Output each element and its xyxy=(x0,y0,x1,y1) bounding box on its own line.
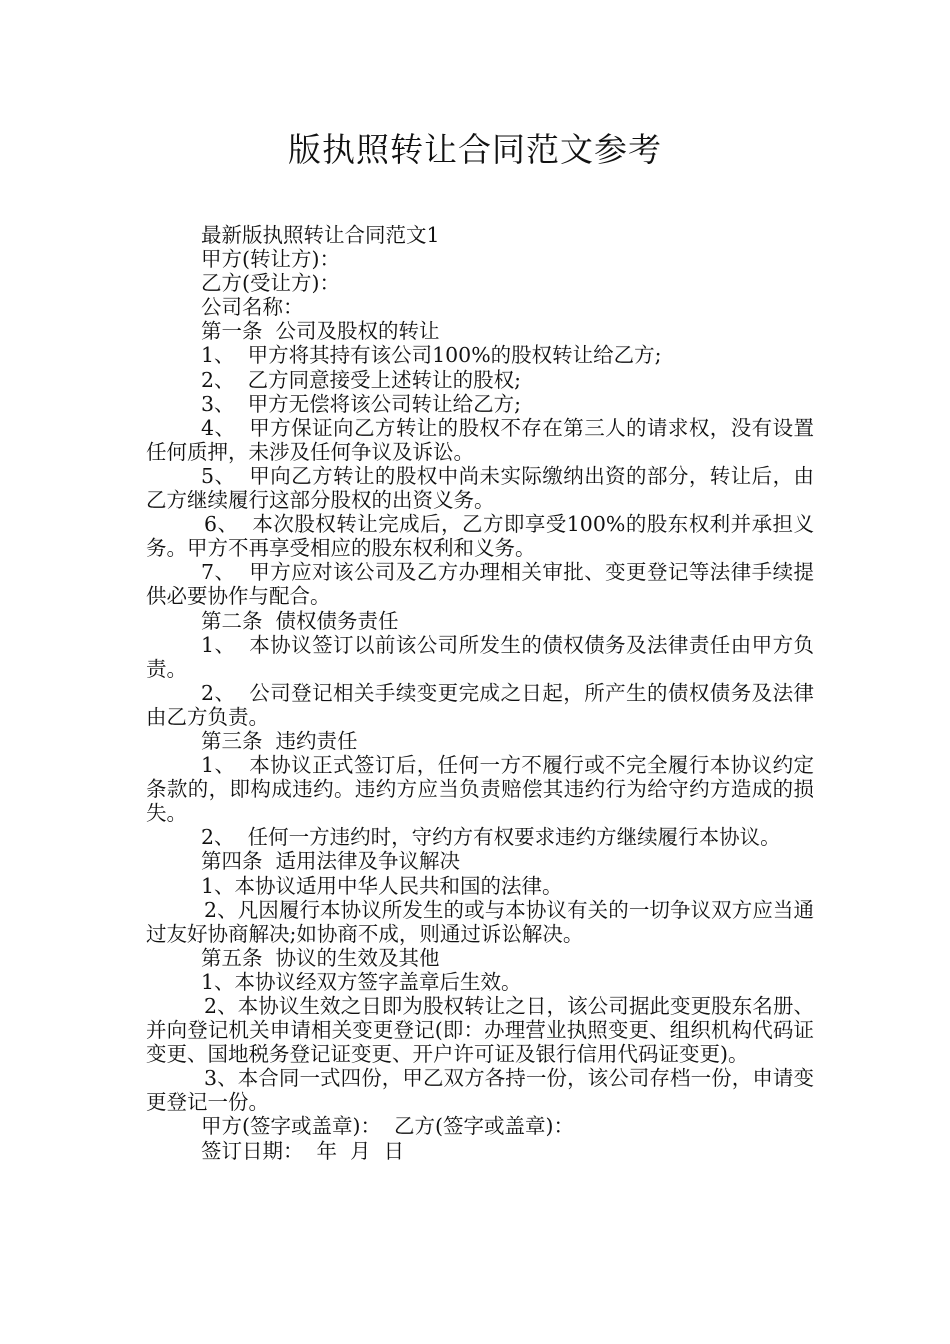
signature-line: 甲方(签字或盖章)： 乙方(签字或盖章)： xyxy=(201,1114,575,1139)
article-3-clause-1: 1、 本协议正式签订后，任何一方不履行或不完全履行本协议约定条款的，即构成违约。违约方应当负责赔偿其违约行为给守约方造成的损失。 xyxy=(146,753,814,826)
article-1-clause-4: 4、 甲方保证向乙方转让的股权不存在第三人的请求权，没有设置任何质押，未涉及任何争议及诉讼。 xyxy=(146,415,814,464)
article-5-clause-3: 3、本合同一式四份，甲乙双方各持一份，该公司存档一份，申请变更登记一份。 xyxy=(146,1066,814,1115)
article-1-clause-3: 3、 甲方无偿将该公司转让给乙方; xyxy=(201,391,521,416)
article-2-heading: 第二条 债权债务责任 xyxy=(201,608,399,633)
article-5-heading: 第五条 协议的生效及其他 xyxy=(201,945,440,970)
article-1-clause-1: 1、 甲方将其持有该公司100%的股权转让给乙方; xyxy=(201,343,662,368)
article-1-clause-5: 5、 甲向乙方转让的股权中尚未实际缴纳出资的部分，转让后，由乙方继续履行这部分股权的出资义务。 xyxy=(146,463,814,513)
article-4-clause-2: 2、凡因履行本协议所发生的或与本协议有关的一切争议双方应当通过友好协商解决;如协商不成，则通过诉讼解决。 xyxy=(146,897,814,946)
article-5-clause-1: 1、本协议经双方签字盖章后生效。 xyxy=(201,969,522,994)
article-2-clause-2: 2、 公司登记相关手续变更完成之日起，所产生的债权债务及法律由乙方负责。 xyxy=(146,680,814,729)
company-name-line: 公司名称： xyxy=(201,295,304,320)
contract-subtitle: 最新版执照转让合同范文1 xyxy=(201,223,440,247)
article-1-clause-2: 2、 乙方同意接受上述转让的股权; xyxy=(201,367,521,392)
article-4-heading: 第四条 适用法律及争议解决 xyxy=(201,849,461,874)
article-2-clause-1: 1、 本协议签订以前该公司所发生的债权债务及法律责任由甲方负责。 xyxy=(146,632,814,681)
party-b-line: 乙方(受让方)： xyxy=(201,271,340,296)
article-1-clause-6: 6、 本次股权转让完成后，乙方即享受100%的股东权利并承担义务。甲方不再享受相应的股东权利和义务。 xyxy=(146,512,814,561)
party-a-line: 甲方(转让方)： xyxy=(201,247,340,272)
signing-date-line: 签订日期： 年 月 日 xyxy=(201,1138,405,1163)
article-5-clause-2: 2、本协议生效之日即为股权转让之日，该公司据此变更股东名册、并向登记机关申请相关变更登记(即：办理营业执照变更、组织机构代码证变更、国地税务登记证变更、开户许可证及银行信用代码证变更)。 xyxy=(146,994,814,1067)
article-1-clause-7: 7、 甲方应对该公司及乙方办理相关审批、变更登记等法律手续提供必要协作与配合。 xyxy=(146,560,814,609)
article-1-heading: 第一条 公司及股权的转让 xyxy=(201,319,440,344)
document-body xyxy=(146,223,814,1163)
document-title: 版执照转让合同范文参考 xyxy=(288,130,662,169)
article-3-heading: 第三条 违约责任 xyxy=(201,728,358,753)
article-3-clause-2: 2、 任何一方违约时，守约方有权要求违约方继续履行本协议。 xyxy=(201,825,781,850)
article-4-clause-1: 1、本协议适用中华人民共和国的法律。 xyxy=(201,873,563,898)
